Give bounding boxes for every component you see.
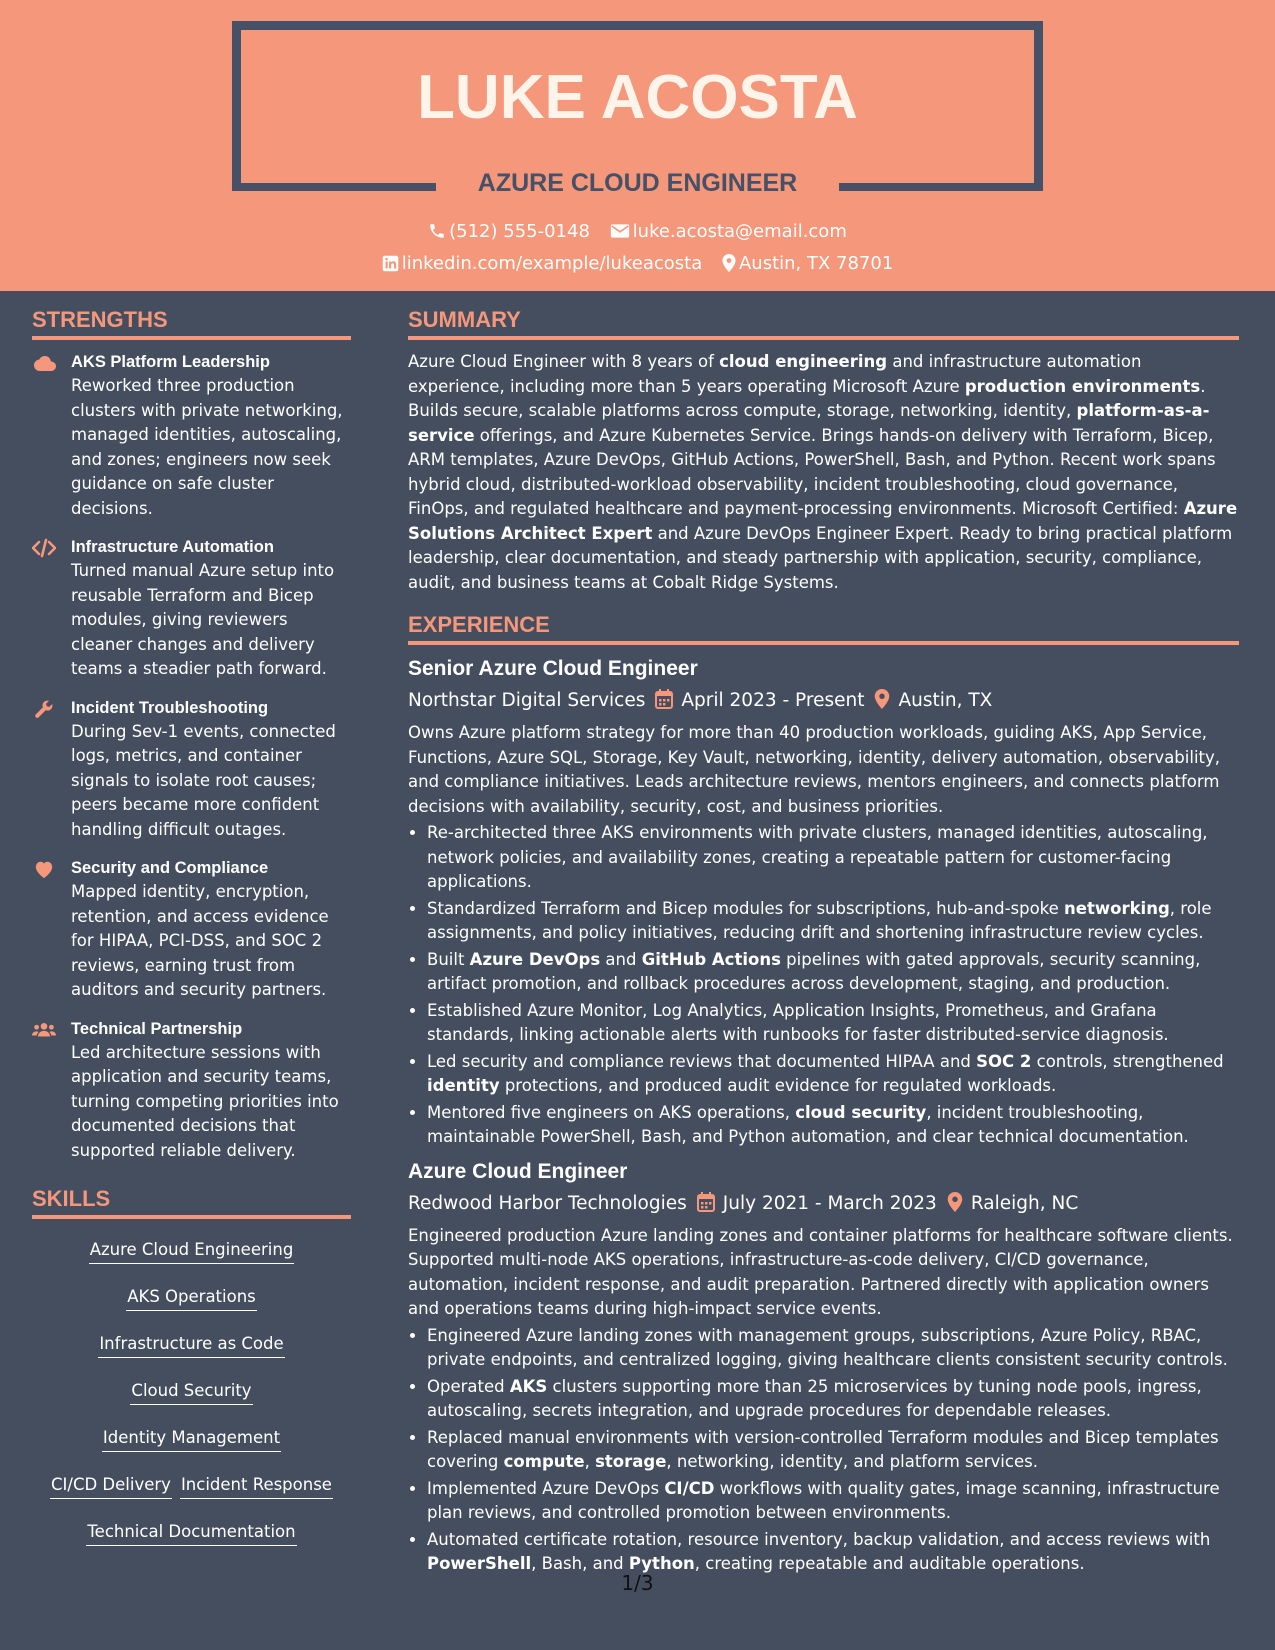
linkedin-text: linkedin.com/example/lukeacosta	[401, 253, 703, 274]
strength-title: Technical Partnership	[71, 1019, 243, 1038]
linkedin-icon	[382, 255, 399, 272]
summary-paragraph: Azure Cloud Engineer with 8 years of cloud engineering and infrastructure automation experience, including more than 5 years operating Microsoft Azure production environments. Builds secure, scalable platforms across compute, storage, networking, identity, platform-as-a-service offerings, and Azure Kubernetes Service. Brings hands-on delivery with Terraform, Bicep, ARM templates, Azure DevOps, GitHub Actions, PowerShell, Bash, and Python. Recent work spans hybrid cloud, distributed-workload observability, incident troubleshooting, cloud governance, FinOps, and regulated healthcare and payment-processing environments. Microsoft Certified: Azure Solutions Architect Expert and Azure DevOps Engineer Expert. Ready to bring practical platform leadership, clear documentation, and steady partnership with application, security, compliance, audit, and business teams at Cobalt Ridge Systems.	[408, 352, 1238, 592]
bullet-item: • Operated AKS clusters supporting more than 25 microservices by tuning node pools, ingress, autoscaling, secrets integration, and upgrade procedures for dependable releases.	[427, 1375, 1239, 1424]
code-icon	[32, 538, 56, 558]
bullet-item: • Standardized Terraform and Bicep modules for subscriptions, hub-and-spoke networking, role assignments, and policy initiatives, reducing drift and shortening infrastructure review cycles.	[427, 897, 1239, 946]
skills-heading: SKILLS	[32, 1185, 351, 1219]
strength-item	[32, 1017, 351, 1164]
header-banner	[0, 0, 1275, 291]
strength-description: During Sev-1 events, connected logs, metrics, and container signals to isolate root causes; peers became more confident handling difficult outages.	[71, 721, 336, 839]
skills-list	[32, 1229, 351, 1560]
bullet-item: • Automated certificate rotation, resource inventory, backup validation, and access reviews with PowerShell, Bash, and Python, creating repeatable and auditable operations.	[427, 1528, 1239, 1577]
bullet-item: • Engineered Azure landing zones with management groups, subscriptions, Azure Policy, RBAC, private endpoints, and centralized logging, giving healthcare clients consistent security controls.	[427, 1324, 1239, 1373]
company-name: Northstar Digital Services	[408, 690, 646, 711]
skill-tag: Cloud Security	[130, 1380, 252, 1405]
skill-tag: Infrastructure as Code	[98, 1333, 284, 1358]
users-icon	[32, 1020, 56, 1040]
strength-title: AKS Platform Leadership	[71, 353, 270, 371]
strength-item	[32, 350, 351, 521]
right-column	[408, 306, 1239, 1579]
summary-heading: SUMMARY	[408, 306, 1239, 340]
bold-phrase: CI/CD	[664, 1478, 715, 1498]
job-bullets	[408, 821, 1239, 1150]
job-dates: April 2023 - Present	[681, 690, 865, 711]
location-contact	[722, 252, 893, 276]
bold-phrase: GitHub Actions	[641, 949, 781, 969]
skill-tag: Incident Response	[180, 1474, 333, 1499]
bold-phrase: AKS	[509, 1376, 548, 1396]
heart-icon	[32, 859, 56, 879]
strength-description: Led architecture sessions with application and security teams, turning competing priorities into documented decisions that supported reliable delivery.	[71, 1042, 339, 1160]
map-pin-icon	[722, 254, 736, 272]
bold-phrase: cloud engineering	[719, 352, 888, 371]
map-pin-icon	[947, 1192, 963, 1212]
job-location: Austin, TX	[898, 690, 993, 711]
contact-row-2	[0, 252, 1275, 276]
job-location: Raleigh, NC	[970, 1192, 1079, 1214]
bold-phrase: SOC 2	[976, 1051, 1032, 1071]
job-summary: Engineered production Azure landing zones and container platforms for healthcare software clients. Supported multi-node AKS operations, infrastructure-as-code delivery, CI/CD governance, automation, incident response, and audit preparation. Partnered directly with application owners and operations teams during high-impact service events.	[408, 1225, 1233, 1318]
bullet-item: • Led security and compliance reviews that documented HIPAA and SOC 2 controls, strengthened identity protections, and produced audit evidence for regulated workloads.	[427, 1050, 1239, 1099]
bullet-item: • Built Azure DevOps and GitHub Actions pipelines with gated approvals, security scanning, artifact promotion, and rollback procedures across development, staging, and production.	[427, 948, 1239, 997]
phone-icon	[428, 222, 446, 240]
bold-phrase: identity	[427, 1076, 500, 1095]
bold-phrase: PowerShell	[427, 1554, 532, 1573]
job-title: Azure Cloud Engineer	[408, 1159, 628, 1183]
contact-row-1	[0, 220, 1275, 244]
bold-phrase: Azure DevOps	[469, 949, 601, 969]
bold-phrase: networking	[1064, 898, 1170, 918]
job-bullets	[408, 1324, 1239, 1577]
envelope-icon	[610, 222, 630, 240]
bullet-item: • Mentored five engineers on AKS operations, cloud security, incident troubleshooting, maintainable PowerShell, Bash, and Python automation, and clear technical documentation.	[427, 1101, 1239, 1150]
strength-item	[32, 696, 351, 843]
job-title: Senior Azure Cloud Engineer	[408, 657, 698, 680]
strength-item	[32, 535, 351, 682]
strength-title: Infrastructure Automation	[71, 538, 274, 556]
skill-tag: Azure Cloud Engineering	[89, 1239, 295, 1264]
bold-phrase: storage	[595, 1452, 667, 1471]
company-name: Redwood Harbor Technologies	[408, 1192, 687, 1214]
left-column	[32, 306, 351, 1560]
bold-phrase: platform-as-a-service	[408, 401, 1210, 445]
linkedin-contact[interactable]	[382, 252, 703, 276]
skill-tag: Technical Documentation	[86, 1521, 296, 1546]
frame-base-left	[232, 183, 436, 191]
job-summary: Owns Azure platform strategy for more than 40 production workloads, guiding AKS, App Service, Functions, Azure SQL, Storage, Key Vault, networking, identity, delivery automation, observability, and compliance initiatives. Leads architecture reviews, mentors engineers, and connects platform decisions with availability, security, cost, and business priorities.	[408, 723, 1221, 816]
skill-tag: AKS Operations	[126, 1286, 257, 1311]
job-dates: July 2021 - March 2023	[722, 1192, 937, 1214]
skill-tag: Identity Management	[102, 1427, 281, 1452]
experience-heading: EXPERIENCE	[408, 611, 1239, 645]
bold-phrase: compute	[503, 1452, 585, 1471]
strengths-heading: STRENGTHS	[32, 306, 351, 340]
email-contact[interactable]	[610, 220, 847, 244]
strength-title: Security and Compliance	[71, 859, 269, 877]
location-text: Austin, TX 78701	[738, 253, 894, 274]
bullet-item: • Replaced manual environments with version-controlled Terraform modules and Bicep templates covering compute, storage, networking, identity, and platform services.	[427, 1426, 1239, 1475]
email-text: luke.acosta@email.com	[632, 221, 847, 242]
job-entry	[408, 655, 1239, 1150]
phone-text: (512) 555-0148	[449, 221, 590, 242]
job-meta	[408, 1190, 1239, 1218]
calendar-icon	[697, 1192, 715, 1212]
bold-phrase: cloud security	[795, 1102, 927, 1122]
job-entry	[408, 1158, 1239, 1577]
bullet-item: • Established Azure Monitor, Log Analytics, Application Insights, Prometheus, and Grafana standards, linking actionable alerts with runbooks for faster distributed-service diagnosis.	[427, 999, 1239, 1048]
phone-contact[interactable]	[428, 220, 590, 244]
strength-title: Incident Troubleshooting	[71, 698, 269, 717]
strength-description: Mapped identity, encryption, retention, and access evidence for HIPAA, PCI-DSS, and SOC 2 reviews, earning trust from auditors and security partners.	[71, 882, 329, 999]
bold-phrase: production environments	[964, 376, 1201, 396]
map-pin-icon	[874, 689, 890, 709]
skill-tag: CI/CD Delivery	[50, 1474, 172, 1499]
strength-item	[32, 856, 351, 1003]
frame-base-right	[839, 183, 1043, 191]
bullet-item: • Re-architected three AKS environments with private clusters, managed identities, autoscaling, network policies, and availability zones, creating a repeatable pattern for customer-facing applications.	[427, 821, 1239, 895]
job-role: AZURE CLOUD ENGINEER	[477, 169, 798, 197]
strength-description: Turned manual Azure setup into reusable Terraform and Bicep modules, giving reviewers cleaner changes and delivery teams a steadier path forward.	[71, 561, 335, 678]
job-meta	[408, 687, 1239, 715]
bold-phrase: Python	[628, 1554, 695, 1573]
bold-phrase: Azure Solutions Architect Expert	[408, 499, 1238, 543]
bullet-item: • Implemented Azure DevOps CI/CD workflows with quality gates, image scanning, infrastructure plan reviews, and controlled promotion between environments.	[427, 1477, 1239, 1526]
page-number: 1/3	[621, 1571, 654, 1595]
strength-description: Reworked three production clusters with private networking, managed identities, autoscaling, and zones; engineers now seek guidance on safe cluster decisions.	[71, 376, 343, 518]
wrench-icon	[32, 699, 56, 719]
cloud-icon	[32, 353, 56, 373]
candidate-name: LUKE ACOSTA	[417, 63, 858, 132]
calendar-icon	[655, 689, 673, 709]
